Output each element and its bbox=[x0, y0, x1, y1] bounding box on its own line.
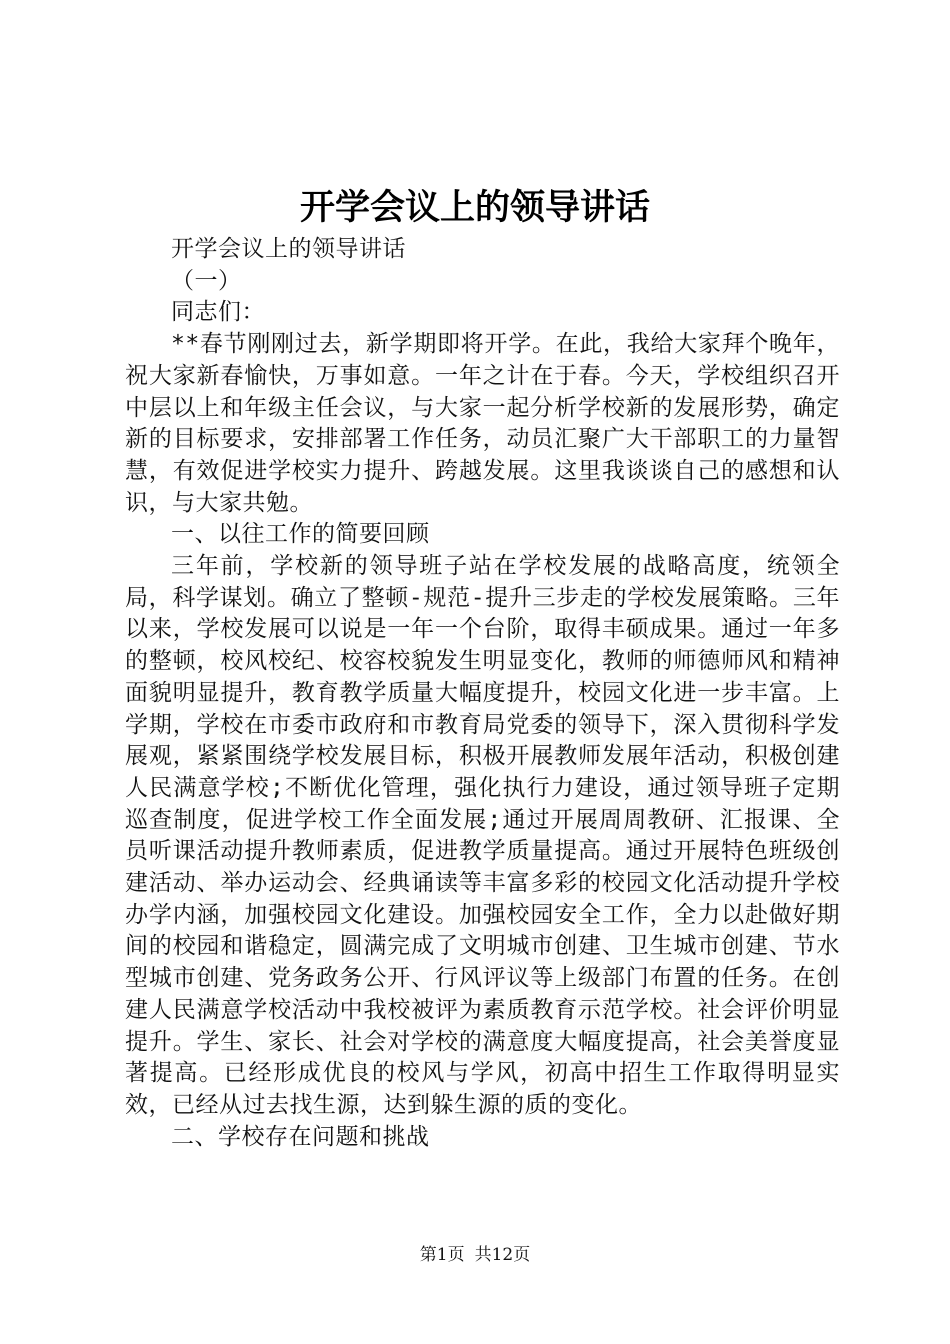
document-title: 开学会议上的领导讲话 bbox=[299, 187, 650, 228]
body-heading-problems: 二、学校存在问题和挑战 bbox=[171, 1123, 430, 1150]
page-number: 第1页 bbox=[419, 1245, 465, 1265]
body-heading-review: 一、以往工作的简要回顾 bbox=[171, 521, 430, 548]
body-paragraph-salutation: 同志们： bbox=[171, 299, 265, 326]
document-body bbox=[125, 234, 840, 1153]
body-paragraph-section-number: （一） bbox=[171, 267, 242, 294]
page-total: 共12页 bbox=[474, 1245, 531, 1265]
body-paragraph-subtitle: 开学会议上的领导讲话 bbox=[171, 236, 406, 262]
body-paragraph-opening: **春节刚刚过去，新学期即将开学。在此，我给大家拜个晚年，祝大家新春愉快，万事如意。一年之计在于春。今天，学校组织召开中层以上和年级主任会议，与大家一起分析学校新的发展形势，确定新的目标要求，安排部署工作任务，动员汇聚广大干部职工的力量智慧，有效促进学校实力提升、跨越发展。这里我谈谈自己的感想和认识，与大家共勉。 bbox=[125, 331, 840, 516]
body-paragraph-review: 三年前，学校新的领导班子站在学校发展的战略高度，统领全局，科学谋划。确立了整顿-规范-提升三步走的学校发展策略。三年以来，学校发展可以说是一年一个台阶，取得丰硕成果。通过一年多的整顿，校风校纪、校容校貌发生明显变化，教师的师德师风和精神面貌明显提升，教育教学质量大幅度提升，校园文化进一步丰富。上学期，学校在市委市政府和市教育局党委的领导下，深入贯彻科学发展观，紧紧围绕学校发展目标，积极开展教师发展年活动，积极创建人民满意学校;不断优化管理，强化执行力建设，通过领导班子定期巡查制度，促进学校工作全面发展;通过开展周周教研、汇报课、全员听课活动提升教师素质，促进教学质量提高。通过开展特色班级创建活动、举办运动会、经典诵读等丰富多彩的校园文化活动提升学校办学内涵，加强校园文化建设。加强校园安全工作，全力以赴做好期间的校园和谐稳定，圆满完成了文明城市创建、卫生城市创建、节水型城市创建、党务政务公开、行风评议等上级部门布置的任务。在创建人民满意学校活动中我校被评为素质教育示范学校。社会评价明显提升。学生、家长、社会对学校的满意度大幅度提高，社会美誉度显著提高。已经形成优良的校风与学风，初高中招生工作取得明显实效，已经从过去找生源，达到躲生源的质的变化。 bbox=[125, 553, 840, 1118]
page-footer bbox=[0, 1243, 950, 1267]
